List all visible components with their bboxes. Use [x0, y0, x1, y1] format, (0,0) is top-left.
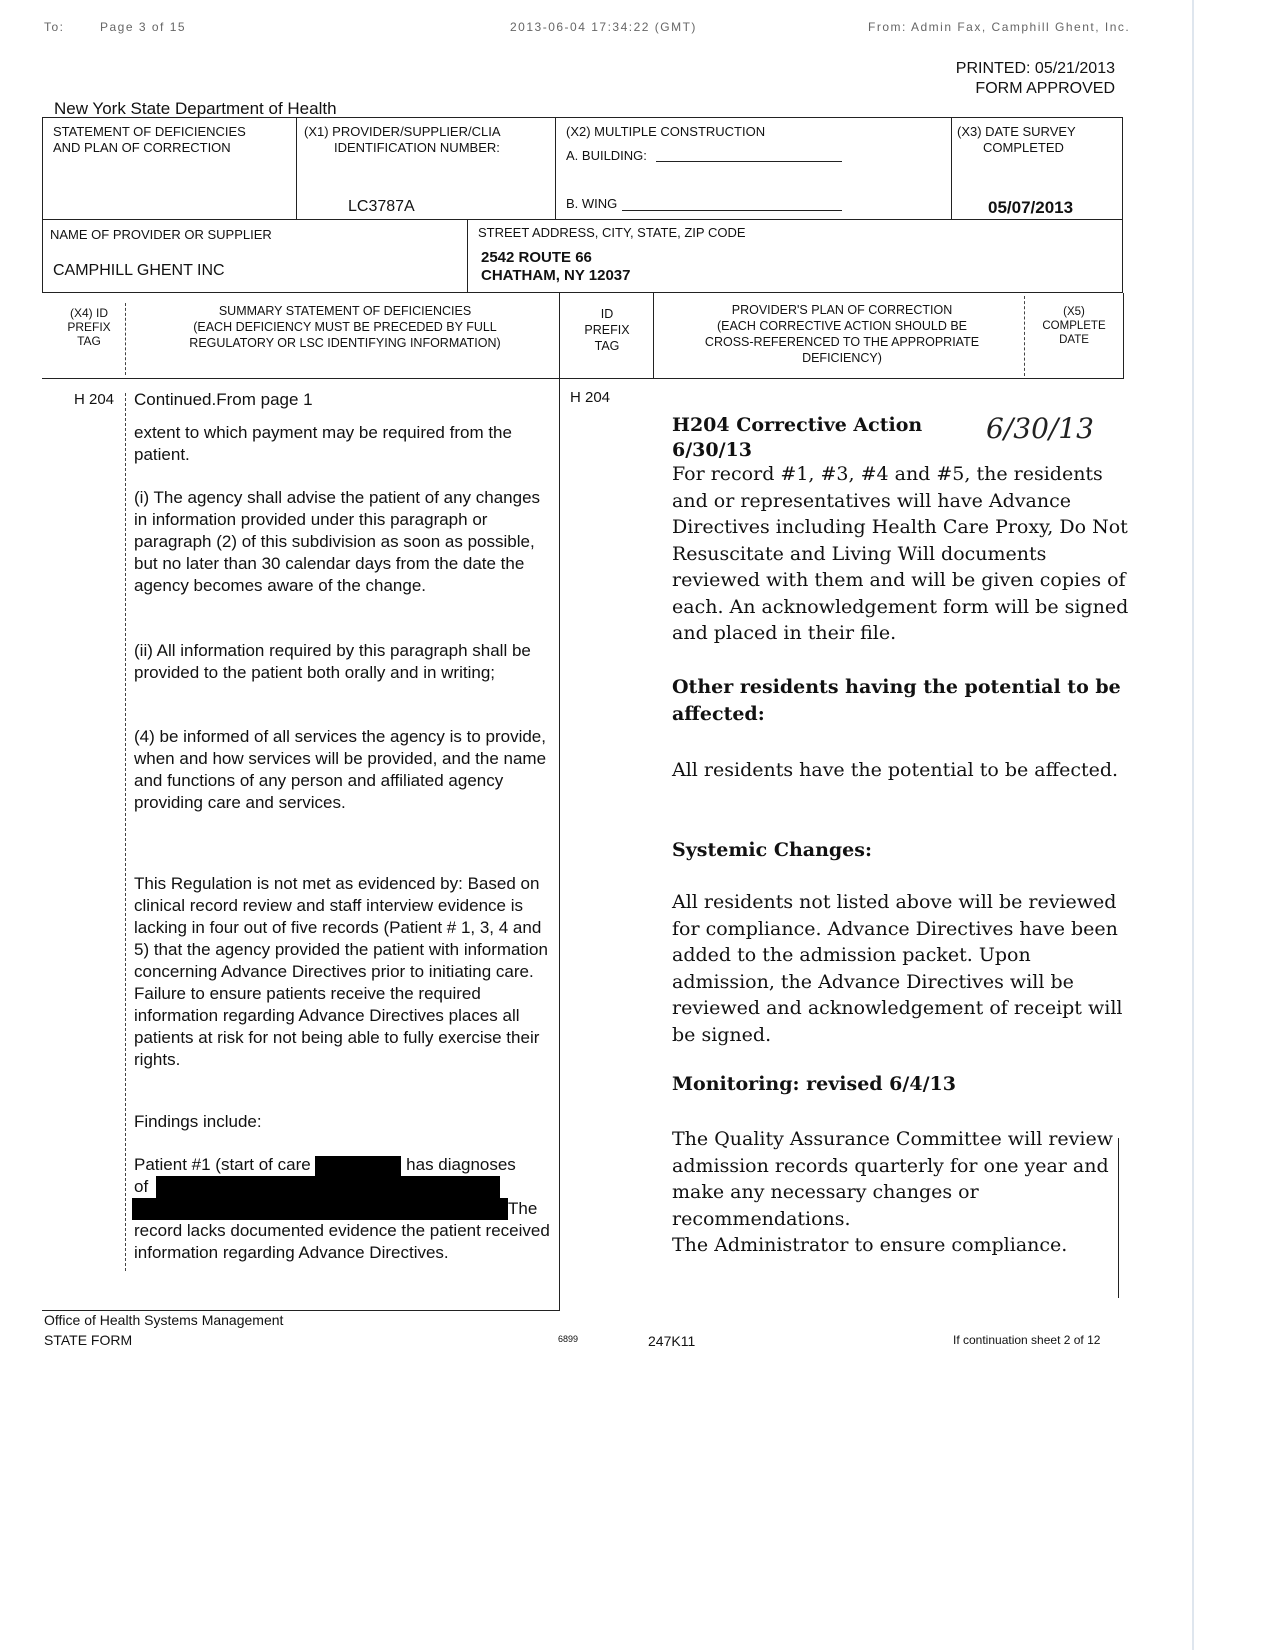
correction-p1: For record #1, #3, #4 and #5, the residents and or representatives will have Advance Directives including Health Care Proxy, Do Not Resuscitate and Living Will documents reviewed with them and will be given copies of each. An acknowledgement form will be signed and placed in their file.: [672, 463, 1129, 644]
x5-header: (X5) COMPLETE DATE: [1042, 306, 1106, 346]
correction-p3: All residents not listed above will be reviewed for compliance. Advance Directives have been added to the admission packet. Upon admission, the Advance Directives will be reviewed and acknowledgement of receipt will be signed.: [672, 891, 1123, 1046]
handwritten-date: 6/30/13: [986, 412, 1094, 445]
patient-1-the: The: [508, 1199, 538, 1218]
correction-p2: All residents have the potential to be affected.: [672, 759, 1119, 781]
address-line-1: 2542 ROUTE 66: [481, 249, 592, 266]
footer-form: STATE FORM: [44, 1332, 133, 1348]
deficiency-p1: extent to which payment may be required from the patient.: [134, 423, 512, 464]
deficiency-p4: (4) be informed of all services the agency is to provide, when and how services will be provided, and the name and functions of any person and affiliated agency providing care and services.: [134, 727, 547, 812]
findings-include: Findings include:: [134, 1112, 262, 1131]
summary-header: SUMMARY STATEMENT OF DEFICIENCIES (EACH DEFICIENCY MUST BE PRECEDED BY FULL REGULATORY OR LSC IDENTIFYING INFORMATION): [189, 304, 501, 350]
printed-date: PRINTED: 05/21/2013: [955, 60, 1115, 77]
address-line-2: CHATHAM, NY 12037: [481, 267, 631, 284]
correction-p5: The Administrator to ensure compliance.: [672, 1234, 1068, 1256]
corrective-action-heading: H204 Corrective Action 6/30/13: [672, 414, 923, 461]
building-label: A. BUILDING:: [566, 148, 647, 163]
form-approved: FORM APPROVED: [975, 80, 1115, 97]
fax-to: To:: [44, 20, 65, 34]
x4-header: (X4) ID PREFIX TAG: [67, 306, 111, 348]
deficiency-p5: This Regulation is not met as evidenced by: Based on clinical record review and staff interview evidence is lacking in four out of five records (Patient # 1, 3, 4 and 5) that the agency provided the patient with information concerning Advance Directives prior to initiating care. Failure to ensure patients receive the required information regarding Advance Directives places all patients at risk for not being able to fully exercise their rights.: [134, 874, 548, 1069]
patient-1-of: of: [134, 1177, 149, 1196]
deficiency-p2: (i) The agency shall advise the patient of any changes in information provided under this paragraph or paragraph (2) of this subdivision as soon as possible, but no later than 30 calendar days from the date the agency becomes aware of the change.: [134, 488, 541, 595]
correction-h2: Other residents having the potential to be affected:: [672, 676, 1121, 725]
footer-code: 6899: [558, 1334, 579, 1344]
footer-continuation: If continuation sheet 2 of 12: [953, 1333, 1101, 1347]
statement-label-2: AND PLAN OF CORRECTION: [53, 140, 231, 155]
fax-from: From: Admin Fax, Camphill Ghent, Inc.: [868, 20, 1131, 34]
patient-1-record: record lacks documented evidence the patient received information regarding Advance Directives.: [134, 1221, 550, 1262]
x1-value: LC3787A: [348, 198, 415, 215]
scan-edge: [1192, 0, 1194, 1650]
id-header: ID PREFIX TAG: [584, 307, 630, 353]
deficiency-p3: (ii) All information required by this paragraph shall be provided to the patient both orally and in writing;: [134, 641, 531, 682]
fax-page: Page 3 of 15: [100, 20, 187, 34]
correction-p4: The Quality Assurance Committee will review admission records quarterly for one year and make any necessary changes or recommendations.: [672, 1128, 1113, 1230]
redaction-block: [132, 1198, 508, 1220]
x3-label-2: COMPLETED: [983, 140, 1064, 155]
wing-label: B. WING: [566, 196, 618, 211]
left-prefix-tag: H 204: [74, 391, 115, 408]
correction-h4: Monitoring: revised 6/4/13: [672, 1073, 956, 1095]
right-prefix-tag: H 204: [570, 389, 611, 406]
redaction-block: [315, 1156, 401, 1176]
provider-name-label: NAME OF PROVIDER OR SUPPLIER: [50, 227, 272, 242]
footer-office: Office of Health Systems Management: [44, 1312, 284, 1328]
x3-label-1: (X3) DATE SURVEY: [957, 124, 1076, 139]
plan-header: PROVIDER'S PLAN OF CORRECTION (EACH CORRECTIVE ACTION SHOULD BE CROSS-REFERENCED TO THE APPROPRIATE DEFICIENCY): [704, 303, 980, 365]
footer-event-id: 247K11: [648, 1333, 696, 1349]
x2-label: (X2) MULTIPLE CONSTRUCTION: [566, 124, 766, 139]
provider-name: CAMPHILL GHENT INC: [53, 262, 225, 279]
statement-label-1: STATEMENT OF DEFICIENCIES: [53, 124, 246, 139]
x3-value: 05/07/2013: [988, 198, 1074, 217]
x1-label-1: (X1) PROVIDER/SUPPLIER/CLIA: [304, 124, 501, 139]
agency-name: New York State Department of Health: [54, 99, 337, 118]
x1-label-2: IDENTIFICATION NUMBER:: [334, 140, 500, 155]
correction-h3: Systemic Changes:: [672, 839, 872, 861]
address-label: STREET ADDRESS, CITY, STATE, ZIP CODE: [478, 225, 746, 240]
continued-line: Continued.From page 1: [134, 390, 313, 409]
patient-1-line: Patient #1 (start of care has diagnoses: [134, 1155, 516, 1174]
redaction-block: [156, 1176, 500, 1198]
fax-timestamp: 2013-06-04 17:34:22 (GMT): [510, 20, 697, 34]
